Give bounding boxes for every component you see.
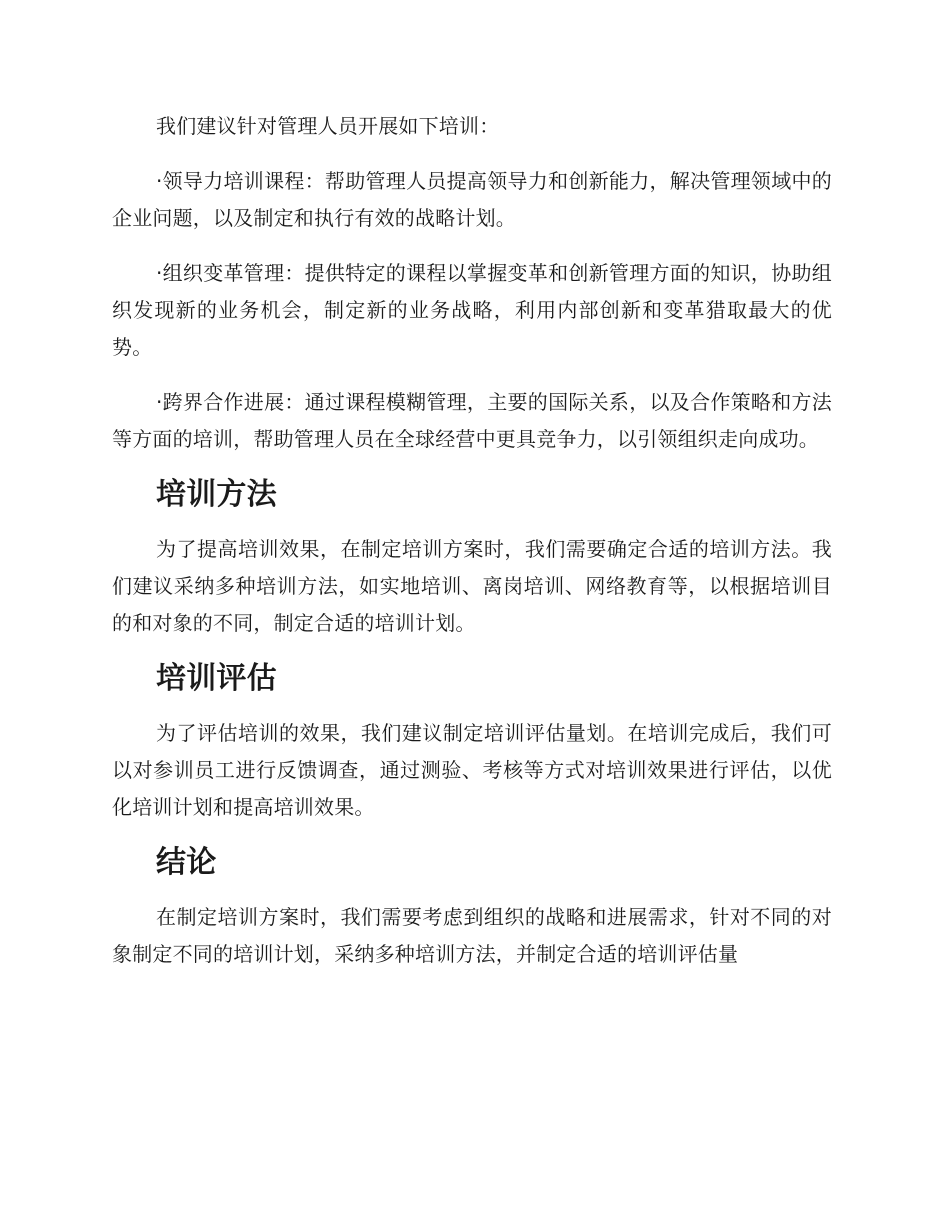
document-page (112, 108, 832, 991)
bullet-change-management: ·组织变革管理：提供特定的课程以掌握变革和创新管理方面的知识，协助组织发现新的业务机会，制定新的业务战略，利用内部创新和变革猎取最大的优势。 (112, 261, 832, 359)
section-heading-conclusion: 结论 (156, 845, 217, 880)
section-body-training-methods: 为了提高培训效果，在制定培训方案时，我们需要确定合适的培训方法。我们建议采纳多种培训方法，如实地培训、离岗培训、网络教育等，以根据培训目的和对象的不同，制定合适的培训计划。 (112, 537, 832, 635)
bullet-leadership-training: ·领导力培训课程：帮助管理人员提高领导力和创新能力，解决管理领域中的企业问题，以及制定和执行有效的战略计划。 (112, 169, 832, 230)
section-heading-training-evaluation: 培训评估 (156, 661, 277, 696)
section-body-training-evaluation: 为了评估培训的效果，我们建议制定培训评估量划。在培训完成后，我们可以对参训员工进行反馈调查，通过测验、考核等方式对培训效果进行评估，以优化培训计划和提高培训效果。 (112, 721, 832, 819)
section-body-conclusion: 在制定培训方案时，我们需要考虑到组织的战略和进展需求，针对不同的对象制定不同的培训计划，采纳多种培训方法，并制定合适的培训评估量 (112, 905, 832, 966)
bullet-cross-border-cooperation: ·跨界合作进展：通过课程模糊管理，主要的国际关系，以及合作策略和方法等方面的培训，帮助管理人员在全球经营中更具竞争力，以引领组织走向成功。 (112, 390, 832, 451)
intro-paragraph: 我们建议针对管理人员开展如下培训： (156, 114, 500, 138)
section-heading-training-methods: 培训方法 (156, 477, 277, 512)
